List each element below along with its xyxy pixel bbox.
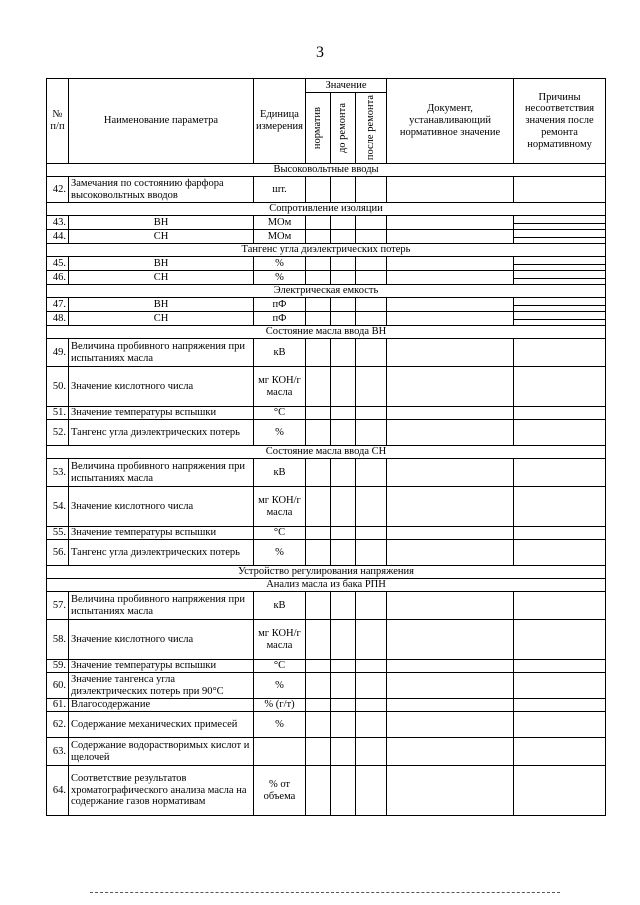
value-norm-cell bbox=[306, 527, 331, 540]
value-norm-cell bbox=[306, 487, 331, 527]
value-after-cell bbox=[356, 738, 387, 766]
value-before-cell bbox=[331, 177, 356, 203]
unit-cell: % bbox=[254, 420, 306, 446]
reason-cell bbox=[514, 673, 606, 699]
unit-cell: пФ bbox=[254, 298, 306, 312]
document-cell bbox=[387, 420, 514, 446]
section-row bbox=[47, 326, 606, 339]
table-row bbox=[47, 257, 606, 271]
row-number: 46. bbox=[47, 271, 69, 285]
value-after-cell bbox=[356, 339, 387, 367]
unit-cell: мг КОН/г масла bbox=[254, 367, 306, 407]
parameter-name: Содержание водорастворимых кислот и щелочей bbox=[69, 738, 254, 766]
table-row bbox=[47, 339, 606, 367]
row-number: 44. bbox=[47, 230, 69, 244]
value-after-cell bbox=[356, 271, 387, 285]
unit-cell: кВ bbox=[254, 592, 306, 620]
value-before-cell bbox=[331, 216, 356, 230]
row-number: 55. bbox=[47, 527, 69, 540]
reason-cell bbox=[514, 339, 606, 367]
value-after-cell bbox=[356, 660, 387, 673]
table-row bbox=[47, 407, 606, 420]
section-title: Устройство регулирования напряжения bbox=[47, 566, 606, 579]
value-norm-cell bbox=[306, 177, 331, 203]
parameter-name: Величина пробивного напряжения при испытаниях масла bbox=[69, 339, 254, 367]
row-number: 57. bbox=[47, 592, 69, 620]
unit-cell: МОм bbox=[254, 230, 306, 244]
parameter-name: Значение тангенса угла диэлектрических потерь при 90°С bbox=[69, 673, 254, 699]
document-cell bbox=[387, 699, 514, 712]
table-row bbox=[47, 420, 606, 446]
reason-cell bbox=[514, 298, 606, 312]
parameter-name: Тангенс угла диэлектрических потерь bbox=[69, 540, 254, 566]
reason-cell bbox=[514, 312, 606, 326]
value-norm-cell bbox=[306, 766, 331, 816]
split-line bbox=[514, 319, 605, 320]
header-unit: Единица измерения bbox=[254, 79, 306, 164]
table-row bbox=[47, 367, 606, 407]
parameter-name: ВН bbox=[69, 298, 254, 312]
value-norm-cell bbox=[306, 738, 331, 766]
row-number: 59. bbox=[47, 660, 69, 673]
value-before-cell bbox=[331, 592, 356, 620]
parameter-name: ВН bbox=[69, 216, 254, 230]
row-number: 53. bbox=[47, 459, 69, 487]
parameter-name: СН bbox=[69, 312, 254, 326]
document-cell bbox=[387, 230, 514, 244]
value-after-cell bbox=[356, 699, 387, 712]
reason-cell bbox=[514, 540, 606, 566]
table-row bbox=[47, 766, 606, 816]
parameter-name: Величина пробивного напряжения при испытаниях масла bbox=[69, 592, 254, 620]
value-norm-cell bbox=[306, 298, 331, 312]
row-number: 47. bbox=[47, 298, 69, 312]
document-cell bbox=[387, 407, 514, 420]
value-after-cell bbox=[356, 257, 387, 271]
document-cell bbox=[387, 592, 514, 620]
table-row bbox=[47, 177, 606, 203]
value-before-cell bbox=[331, 459, 356, 487]
parameter-name: Влагосодержание bbox=[69, 699, 254, 712]
document-cell bbox=[387, 312, 514, 326]
table-row bbox=[47, 216, 606, 230]
unit-cell: МОм bbox=[254, 216, 306, 230]
row-number: 58. bbox=[47, 620, 69, 660]
row-number: 56. bbox=[47, 540, 69, 566]
reason-cell bbox=[514, 230, 606, 244]
reason-cell bbox=[514, 766, 606, 816]
value-norm-cell bbox=[306, 459, 331, 487]
document-cell bbox=[387, 459, 514, 487]
document-cell bbox=[387, 766, 514, 816]
document-cell bbox=[387, 712, 514, 738]
parameter-name: Содержание механических примесей bbox=[69, 712, 254, 738]
row-number: 48. bbox=[47, 312, 69, 326]
table-row bbox=[47, 527, 606, 540]
split-line bbox=[514, 305, 605, 306]
table-body bbox=[47, 164, 606, 816]
table-row bbox=[47, 660, 606, 673]
value-norm-cell bbox=[306, 257, 331, 271]
section-row bbox=[47, 285, 606, 298]
value-before-cell bbox=[331, 660, 356, 673]
unit-cell: шт. bbox=[254, 177, 306, 203]
header-reasons: Причины несоответствия значения после ремонта нормативному bbox=[514, 79, 606, 164]
parameter-name: СН bbox=[69, 230, 254, 244]
value-after-cell bbox=[356, 620, 387, 660]
row-number: 45. bbox=[47, 257, 69, 271]
parameter-name: Значение температуры вспышки bbox=[69, 527, 254, 540]
value-before-cell bbox=[331, 620, 356, 660]
row-number: 50. bbox=[47, 367, 69, 407]
value-norm-cell bbox=[306, 339, 331, 367]
value-norm-cell bbox=[306, 620, 331, 660]
value-after-cell bbox=[356, 177, 387, 203]
unit-cell: % от объема bbox=[254, 766, 306, 816]
value-norm-cell bbox=[306, 271, 331, 285]
split-line bbox=[514, 223, 605, 224]
reason-cell bbox=[514, 177, 606, 203]
section-title: Сопротивление изоляции bbox=[47, 203, 606, 216]
value-before-cell bbox=[331, 367, 356, 407]
reason-cell bbox=[514, 712, 606, 738]
value-before-cell bbox=[331, 699, 356, 712]
document-cell bbox=[387, 738, 514, 766]
value-before-cell bbox=[331, 738, 356, 766]
parameters-table bbox=[46, 78, 606, 816]
value-after-cell bbox=[356, 459, 387, 487]
value-after-cell bbox=[356, 487, 387, 527]
value-after-cell bbox=[356, 592, 387, 620]
row-number: 63. bbox=[47, 738, 69, 766]
value-norm-cell bbox=[306, 312, 331, 326]
value-norm-cell bbox=[306, 699, 331, 712]
value-after-cell bbox=[356, 420, 387, 446]
split-line bbox=[514, 264, 605, 265]
document-cell bbox=[387, 216, 514, 230]
section-row bbox=[47, 164, 606, 177]
unit-cell bbox=[254, 738, 306, 766]
value-before-cell bbox=[331, 230, 356, 244]
document-cell bbox=[387, 339, 514, 367]
reason-cell bbox=[514, 738, 606, 766]
header-name: Наименование параметра bbox=[69, 79, 254, 164]
table-row bbox=[47, 592, 606, 620]
section-title: Тангенс угла диэлектрических потерь bbox=[47, 244, 606, 257]
header-value: Значение bbox=[306, 79, 387, 93]
document-cell bbox=[387, 660, 514, 673]
parameter-name: Значение кислотного числа bbox=[69, 487, 254, 527]
section-title: Анализ масла из бака РПН bbox=[47, 579, 606, 592]
row-number: 52. bbox=[47, 420, 69, 446]
document-cell bbox=[387, 298, 514, 312]
table-row bbox=[47, 459, 606, 487]
table-row bbox=[47, 699, 606, 712]
header-document: Документ, устанавливающий нормативное значение bbox=[387, 79, 514, 164]
parameter-name: Величина пробивного напряжения при испытаниях масла bbox=[69, 459, 254, 487]
value-before-cell bbox=[331, 712, 356, 738]
document-cell bbox=[387, 673, 514, 699]
value-before-cell bbox=[331, 527, 356, 540]
section-row bbox=[47, 566, 606, 579]
value-before-cell bbox=[331, 312, 356, 326]
table-row bbox=[47, 487, 606, 527]
table-row bbox=[47, 230, 606, 244]
document-cell bbox=[387, 271, 514, 285]
table-row bbox=[47, 312, 606, 326]
value-norm-cell bbox=[306, 407, 331, 420]
parameter-name: Значение температуры вспышки bbox=[69, 407, 254, 420]
parameter-name: ВН bbox=[69, 257, 254, 271]
row-number: 54. bbox=[47, 487, 69, 527]
unit-cell: мг КОН/г масла bbox=[254, 487, 306, 527]
value-after-cell bbox=[356, 367, 387, 407]
value-before-cell bbox=[331, 271, 356, 285]
section-title: Высоковольтные вводы bbox=[47, 164, 606, 177]
reason-cell bbox=[514, 487, 606, 527]
value-before-cell bbox=[331, 487, 356, 527]
value-norm-cell bbox=[306, 230, 331, 244]
parameter-name: Значение кислотного числа bbox=[69, 367, 254, 407]
value-after-cell bbox=[356, 673, 387, 699]
header-before-repair: до ремонта bbox=[331, 93, 356, 164]
unit-cell: % bbox=[254, 271, 306, 285]
value-before-cell bbox=[331, 673, 356, 699]
row-number: 64. bbox=[47, 766, 69, 816]
table-row bbox=[47, 673, 606, 699]
reason-cell bbox=[514, 216, 606, 230]
row-number: 62. bbox=[47, 712, 69, 738]
split-line bbox=[514, 237, 605, 238]
reason-cell bbox=[514, 592, 606, 620]
value-before-cell bbox=[331, 339, 356, 367]
document-cell bbox=[387, 540, 514, 566]
value-norm-cell bbox=[306, 540, 331, 566]
row-number: 43. bbox=[47, 216, 69, 230]
reason-cell bbox=[514, 271, 606, 285]
parameter-name: Тангенс угла диэлектрических потерь bbox=[69, 420, 254, 446]
parameter-name: Значение температуры вспышки bbox=[69, 660, 254, 673]
row-number: 51. bbox=[47, 407, 69, 420]
section-row bbox=[47, 579, 606, 592]
value-after-cell bbox=[356, 766, 387, 816]
footer-line bbox=[90, 892, 560, 893]
value-norm-cell bbox=[306, 660, 331, 673]
unit-cell: пФ bbox=[254, 312, 306, 326]
row-number: 61. bbox=[47, 699, 69, 712]
unit-cell: °С bbox=[254, 407, 306, 420]
section-title: Электрическая емкость bbox=[47, 285, 606, 298]
unit-cell: °С bbox=[254, 527, 306, 540]
value-norm-cell bbox=[306, 712, 331, 738]
reason-cell bbox=[514, 407, 606, 420]
unit-cell: мг КОН/г масла bbox=[254, 620, 306, 660]
unit-cell: кВ bbox=[254, 459, 306, 487]
value-after-cell bbox=[356, 527, 387, 540]
value-after-cell bbox=[356, 712, 387, 738]
document-cell bbox=[387, 620, 514, 660]
section-row bbox=[47, 446, 606, 459]
unit-cell: % bbox=[254, 540, 306, 566]
row-number: 49. bbox=[47, 339, 69, 367]
parameter-name: СН bbox=[69, 271, 254, 285]
document-cell bbox=[387, 177, 514, 203]
page-number: 3 bbox=[316, 44, 324, 61]
value-norm-cell bbox=[306, 216, 331, 230]
value-norm-cell bbox=[306, 367, 331, 407]
table-row bbox=[47, 298, 606, 312]
reason-cell bbox=[514, 420, 606, 446]
parameter-name: Значение кислотного числа bbox=[69, 620, 254, 660]
unit-cell: °С bbox=[254, 660, 306, 673]
reason-cell bbox=[514, 699, 606, 712]
unit-cell: % bbox=[254, 673, 306, 699]
document-cell bbox=[387, 527, 514, 540]
value-norm-cell bbox=[306, 673, 331, 699]
unit-cell: % bbox=[254, 712, 306, 738]
table-row bbox=[47, 712, 606, 738]
value-after-cell bbox=[356, 216, 387, 230]
parameter-name: Замечания по состоянию фарфора высоковольтных вводов bbox=[69, 177, 254, 203]
value-before-cell bbox=[331, 540, 356, 566]
section-row bbox=[47, 244, 606, 257]
value-before-cell bbox=[331, 420, 356, 446]
value-norm-cell bbox=[306, 592, 331, 620]
section-title: Состояние масла ввода СН bbox=[47, 446, 606, 459]
value-after-cell bbox=[356, 407, 387, 420]
unit-cell: % (г/т) bbox=[254, 699, 306, 712]
reason-cell bbox=[514, 257, 606, 271]
table-row bbox=[47, 738, 606, 766]
value-after-cell bbox=[356, 540, 387, 566]
reason-cell bbox=[514, 620, 606, 660]
section-title: Состояние масла ввода ВН bbox=[47, 326, 606, 339]
reason-cell bbox=[514, 527, 606, 540]
value-before-cell bbox=[331, 298, 356, 312]
value-after-cell bbox=[356, 230, 387, 244]
header-after-repair: после ремонта bbox=[356, 93, 387, 164]
header-norm: норматив bbox=[306, 93, 331, 164]
parameter-name: Соответствие результатов хроматографического анализа масла на содержание газов нормативам bbox=[69, 766, 254, 816]
split-line bbox=[514, 278, 605, 279]
value-norm-cell bbox=[306, 420, 331, 446]
value-after-cell bbox=[356, 298, 387, 312]
row-number: 60. bbox=[47, 673, 69, 699]
document-cell bbox=[387, 257, 514, 271]
reason-cell bbox=[514, 459, 606, 487]
reason-cell bbox=[514, 660, 606, 673]
reason-cell bbox=[514, 367, 606, 407]
unit-cell: кВ bbox=[254, 339, 306, 367]
table-row bbox=[47, 620, 606, 660]
value-before-cell bbox=[331, 257, 356, 271]
value-before-cell bbox=[331, 407, 356, 420]
unit-cell: % bbox=[254, 257, 306, 271]
table-row bbox=[47, 271, 606, 285]
section-row bbox=[47, 203, 606, 216]
document-cell bbox=[387, 367, 514, 407]
row-number: 42. bbox=[47, 177, 69, 203]
header-num: № п/п bbox=[47, 79, 69, 164]
value-after-cell bbox=[356, 312, 387, 326]
table-row bbox=[47, 540, 606, 566]
value-before-cell bbox=[331, 766, 356, 816]
document-cell bbox=[387, 487, 514, 527]
